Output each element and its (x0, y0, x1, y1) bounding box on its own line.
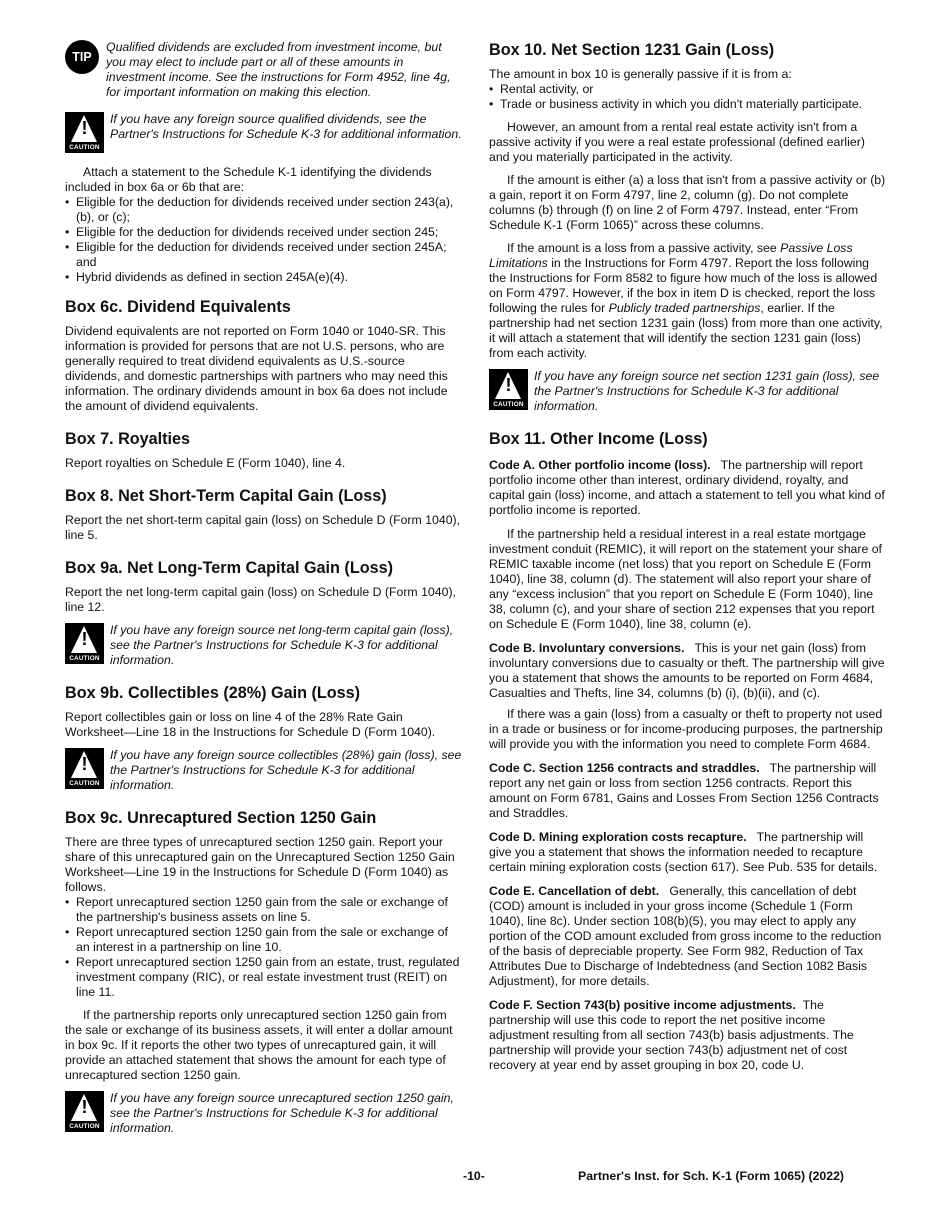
box9a-heading: Box 9a. Net Long-Term Capital Gain (Loss) (65, 559, 393, 577)
list-item: • Eligible for the deduction for dividends received under section 245; (65, 225, 462, 240)
caution-text: If you have any foreign source net section 1231 gain (loss), see the Partner's Instructions for Schedule K-3 for additional information. (534, 369, 880, 413)
page-number: -10- (463, 1169, 485, 1183)
caution-note-box10 (489, 369, 887, 414)
passive-loss-limitations-ref: Passive Loss Limitations (489, 241, 853, 270)
caution-icon: ! CAUTION (65, 623, 104, 664)
list-item: • Eligible for the deduction for dividends received under section 243(a), (b), or (c); (65, 195, 462, 225)
list-item: • Hybrid dividends as defined in section 245A(e)(4). (65, 270, 462, 285)
caution-text: If you have any foreign source qualified dividends, see the Partner's Instructions for Schedule K-3 for additional information. (110, 112, 462, 141)
box6c-heading: Box 6c. Dividend Equivalents (65, 298, 291, 316)
box10-bullet-list (489, 82, 887, 112)
list-item: • Report unrecaptured section 1250 gain from the sale or exchange of the partnership's business assets on line 5. (65, 895, 462, 925)
footer-document-title: Partner's Inst. for Sch. K-1 (Form 1065) (2022) (578, 1169, 845, 1183)
caution-note-box9b (65, 748, 462, 793)
caution-icon: ! CAUTION (65, 748, 104, 789)
list-item: • Report unrecaptured section 1250 gain from the sale or exchange of an interest in a partnership on line 10. (65, 925, 462, 955)
code-b (489, 641, 887, 701)
caution-text: If you have any foreign source collectibles (28%) gain (loss), see the Partner's Instructions for Schedule K-3 for additional information. (110, 748, 462, 792)
dividend-bullet-list (65, 195, 462, 285)
tip-icon: TIP (65, 40, 99, 74)
box11-heading: Box 11. Other Income (Loss) (489, 430, 708, 448)
box10-p3-part: , earlier. If the partnership had net section 1231 gain (loss) from more than one activity, it will attach a statement that will identify the section 1231 gain (loss) from each activity. (489, 301, 883, 360)
box10-p3-part: in the Instructions for Form 4797. Report the loss following the Instructions for Form 8582 to figure how much of the loss is allowed on Form 4797. However, if the box in item D is checked, report the loss following the rules for (489, 256, 878, 315)
box9b-text: Report collectibles gain or loss on line 4 of the 28% Rate Gain Worksheet—Line 18 in the Instructions for Schedule D (Form 1040). (65, 710, 436, 739)
code-a-label: Code A. Other portfolio income (loss). (489, 458, 711, 472)
code-c-text: The partnership will report any net gain or loss from section 1256 contracts. Report this amount on Form 6781, Gains and Losses From Section 1256 Contracts and Straddles. (489, 761, 879, 820)
box9c-text: There are three types of unrecaptured section 1250 gain. Report your share of this unrecaptured gain on the Unrecaptured Section 1250 Gain Worksheet—Line 19 in the Instructions for Schedule D (Form 1040) as follows. (65, 835, 455, 894)
box6c-section (65, 297, 462, 414)
caution-icon: ! CAUTION (65, 112, 104, 153)
list-item: • Trade or business activity in which you didn't materially participate. (489, 97, 887, 112)
box10-intro: The amount in box 10 is generally passive if it is from a: (489, 67, 792, 81)
publicly-traded-partnerships-ref: Publicly traded partnerships (608, 301, 761, 315)
box10-section (489, 40, 887, 414)
caution-text: If you have any foreign source net long-term capital gain (loss), see the Partner's Instructions for Schedule K-3 for additional information. (110, 623, 454, 667)
box10-p3-part: If the amount is a loss from a passive activity, see (507, 241, 781, 255)
code-a-paragraph-2: If the partnership held a residual interest in a real estate mortgage investment conduit (REMIC), it will report on the statement your share of REMIC taxable income (net loss) that you report on Schedule E (Form 1040), line 38, column (d). The statement will also report your share of any “excess inclusion” that you report on Schedule E (Form 1040), line 38, column (c), and your share of section 212 expenses that you report on Schedule E (Form 1040), line 38, column (e). (489, 527, 882, 631)
code-e (489, 884, 887, 989)
caution-text: If you have any foreign source unrecaptured section 1250 gain, see the Partner's Instructions for Schedule K-3 for additional information. (110, 1091, 454, 1135)
box6c-text: Dividend equivalents are not reported on Form 1040 or 1040-SR. This information is provided for persons that are not U.S. persons, who are generally required to treat dividend equivalents as U.S.-source dividends, and domestic partnerships with partners who may need this information. The ordinary dividends amount in box 6a does not include the amount of dividend equivalents. (65, 324, 448, 413)
caution-icon: ! CAUTION (65, 1091, 104, 1132)
tip-note (65, 40, 462, 100)
box10-paragraph-3 (489, 241, 887, 361)
box11-section (489, 429, 887, 1073)
code-b-text: This is your net gain (loss) from involuntary conversions due to casualty or theft. The partnership will give you a statement that shows the amounts to be reported on Form 4684, Casualties and Thefts, line 34, columns (b) (i), (b)(ii), and (c). (489, 641, 885, 700)
list-item: • Rental activity, or (489, 82, 887, 97)
caution-note-box9a (65, 623, 462, 668)
box9c-heading: Box 9c. Unrecaptured Section 1250 Gain (65, 809, 377, 827)
code-a-text: The partnership will report portfolio income other than interest, ordinary dividend, royalty, and capital gain (loss) income, and attach a statement to tell you what kind of portfolio income is reported. (489, 458, 885, 517)
code-f (489, 998, 887, 1073)
box10-paragraph-2: If the amount is either (a) a loss that isn't from a passive activity or (b) a gain, report it on Form 4797, line 2, column (g). Do not complete columns (b) through (f) on line 2 of Form 4797. Instead, enter “From Schedule K-1 (Form 1065)” across these columns. (489, 173, 886, 232)
caution-icon: ! CAUTION (489, 369, 528, 410)
box10-heading: Box 10. Net Section 1231 Gain (Loss) (489, 41, 775, 59)
caution-note-box9c (65, 1091, 462, 1136)
box8-heading: Box 8. Net Short-Term Capital Gain (Loss) (65, 487, 387, 505)
box8-text: Report the net short-term capital gain (loss) on Schedule D (Form 1040), line 5. (65, 513, 461, 542)
box8-section (65, 486, 462, 543)
box10-paragraph-1: However, an amount from a rental real estate activity isn't from a passive activity if you were a real estate professional (defined earlier) and you materially participated in the activity. (489, 120, 865, 164)
code-e-text: Generally, this cancellation of debt (COD) amount is included in your gross income (Schedule 1 (Form 1040), line 8c). Under section 108(b)(5), you may elect to apply any portion of the COD amount excluded from gross income to the reduction of the basis of depreciable property. See Form 982, Reduction of Tax Attributes Due to Discharge of Indebtedness (and Section 1082 Basis Adjustment), for more details. (489, 884, 882, 988)
code-e-label: Code E. Cancellation of debt. (489, 884, 660, 898)
list-item: • Eligible for the deduction for dividends received under section 245A; and (65, 240, 462, 270)
tip-note-text: Qualified dividends are excluded from investment income, but you may elect to include part or all of these amounts in investment income. See the instructions for Form 4952, line 4g, for important information on making this election. (106, 40, 451, 99)
box7-section (65, 429, 462, 471)
caution-note-dividends (65, 112, 462, 153)
box9b-heading: Box 9b. Collectibles (28%) Gain (Loss) (65, 684, 361, 702)
code-c-label: Code C. Section 1256 contracts and straddles. (489, 761, 760, 775)
box9c-paragraph: If the partnership reports only unrecaptured section 1250 gain from the sale or exchange of its business assets, it will enter a dollar amount in box 9c. If it reports the other two types of unrecaptured gain, it will provide an attached statement that shows the amount for each type of unrecaptured section 1250 gain. (65, 1008, 453, 1082)
code-d (489, 830, 887, 875)
code-a (489, 458, 887, 518)
box9c-section (65, 808, 462, 1136)
list-item: • Report unrecaptured section 1250 gain from an estate, trust, regulated investment company (RIC), or real estate investment trust (REIT) on line 11. (65, 955, 462, 1000)
box7-heading: Box 7. Royalties (65, 430, 191, 448)
box9c-bullet-list (65, 895, 462, 1000)
box7-text: Report royalties on Schedule E (Form 1040), line 4. (65, 456, 346, 470)
code-d-text: The partnership will give you a statement that shows the information needed to recapture certain mining exploration costs (section 617). See Pub. 535 for details. (489, 830, 878, 874)
code-d-label: Code D. Mining exploration costs recapture. (489, 830, 747, 844)
code-f-label: Code F. Section 743(b) positive income adjustments. (489, 998, 796, 1012)
box9b-section (65, 683, 462, 793)
code-b-label: Code B. Involuntary conversions. (489, 641, 685, 655)
code-b-paragraph-2: If there was a gain (loss) from a casualty or theft to property not used in a trade or business or for income-producing purposes, the partnership will provide you with the information you need to complete Form 4684. (489, 707, 883, 751)
box9a-section (65, 558, 462, 668)
right-column (489, 40, 887, 1082)
box9a-text: Report the net long-term capital gain (loss) on Schedule D (Form 1040), line 12. (65, 585, 456, 614)
code-f-text: The partnership will use this code to report the net positive income adjustment resulting from all section 743(b) basis adjustments. The partnership will provide your section 743(b) adjustment net of cost recovery at year end by asset grouping in box 20, code U. (489, 998, 854, 1072)
attach-statement-text: Attach a statement to the Schedule K-1 identifying the dividends included in box 6a or 6b that are: (65, 165, 432, 194)
left-column (65, 40, 462, 1148)
code-c (489, 761, 887, 821)
